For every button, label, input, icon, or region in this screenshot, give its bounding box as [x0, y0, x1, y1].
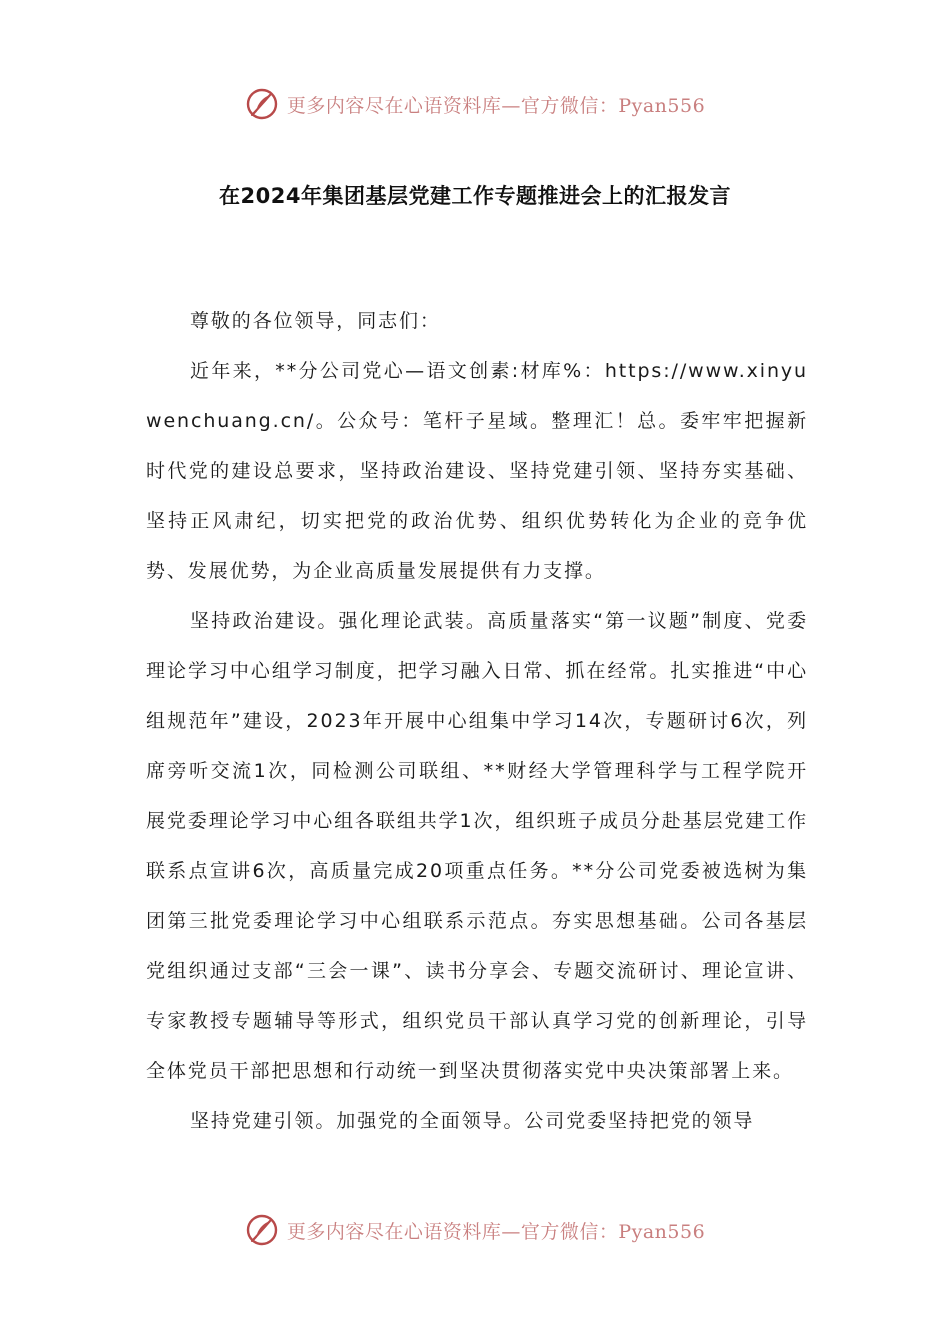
quill-pen-logo-icon — [245, 1213, 279, 1247]
document-body — [146, 296, 808, 1146]
watermark-text-top: 更多内容尽在心语资料库—官方微信：Pyan556 — [286, 94, 706, 117]
paragraph-intro: 近年来，**分公司党心—语文创素:材库%：https://www.xinyuwenchuang.cn/。公众号：笔杆子星域。整理汇！总。委牢牢把握新时代党的建设总要求，坚持政治建设、坚持党建引领、坚持夯实基础、坚持正风肃纪，切实把党的政治优势、组织优势转化为企业的竞争优势、发展优势，为企业高质量发展提供有力支撑。 — [146, 360, 808, 582]
salutation: 尊敬的各位领导，同志们： — [190, 310, 441, 332]
watermark-text-bottom: 更多内容尽在心语资料库—官方微信：Pyan556 — [286, 1220, 706, 1243]
quill-pen-logo-icon — [245, 87, 279, 121]
watermark-banner-bottom — [0, 1210, 950, 1250]
paragraph-party-leadership: 坚持党建引领。加强党的全面领导。公司党委坚持把党的领导 — [190, 1110, 755, 1132]
paragraph-political-construction: 坚持政治建设。强化理论武装。高质量落实“第一议题”制度、党委理论学习中心组学习制度，把学习融入日常、抓在经常。扎实推进“中心组规范年”建设，2023年开展中心组集中学习14次，专题研讨6次，列席旁听交流1次，同检测公司联组、**财经大学管理科学与工程学院开展党委理论学习中心组各联组共学1次，组织班子成员分赴基层党建工作联系点宣讲6次，高质量完成20项重点任务。**分公司党委被选树为集团第三批党委理论学习中心组联系示范点。夯实思想基础。公司各基层党组织通过支部“三会一课”、读书分享会、专题交流研讨、理论宣讲、专家教授专题辅导等形式，组织党员干部认真学习党的创新理论，引导全体党员干部把思想和行动统一到坚决贯彻落实党中央决策部署上来。 — [146, 610, 808, 1082]
watermark-banner-top — [0, 84, 950, 124]
document-title: 在2024年集团基层党建工作专题推进会上的汇报发言 — [219, 184, 731, 208]
